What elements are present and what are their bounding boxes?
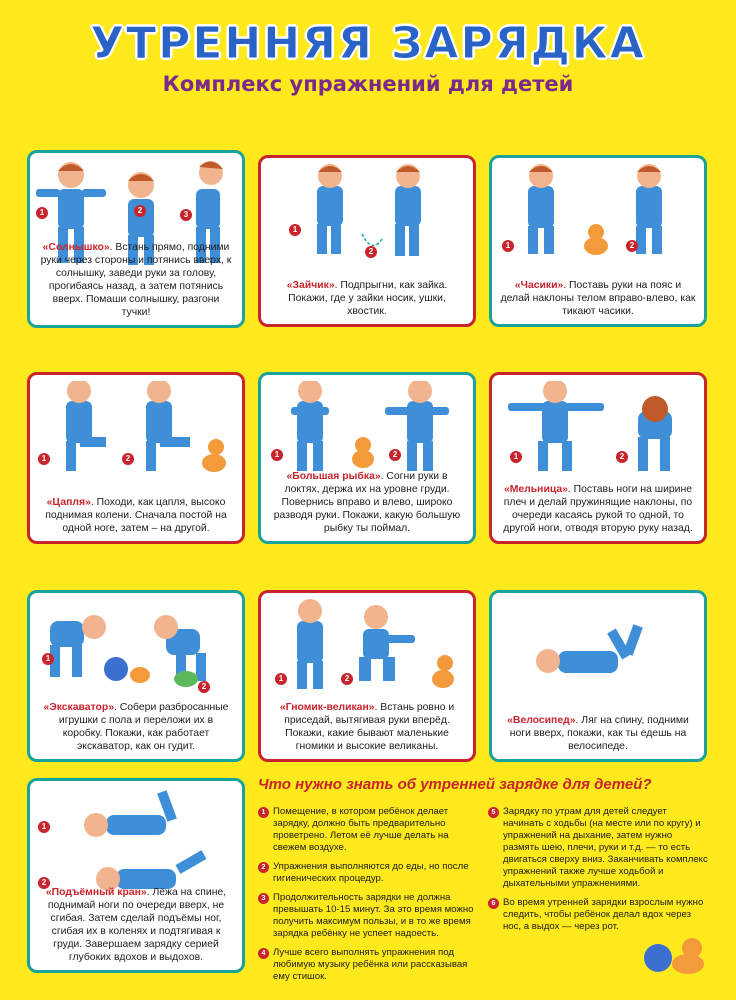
kitten-icon <box>640 928 710 983</box>
exercise-name: «Большая рыбка» <box>286 471 381 482</box>
tip-item <box>258 892 478 940</box>
exercise-text: . Собери разбросанные игрушки с пола и переложи их в коробку. Покажи, как работает экскаватор, как он гудит. <box>58 702 229 752</box>
kid-illustration <box>36 787 236 902</box>
step-number: 2 <box>38 877 50 889</box>
exercise-name: «Цапля» <box>46 497 91 508</box>
tips-column-left <box>258 806 478 990</box>
exercise-name: «Велосипед» <box>507 715 576 726</box>
tip-text: Зарядку по утрам для детей следует начинать с ходьбы (на месте или по кругу) и упражнений на дыхание, затем нужно размять шею, плечи, руки и т.д. — то есть двигаться сверху вниз. Заканчивать комплекс упражнений также лучше ходьбой и дыхательными упражнениями. <box>503 806 708 889</box>
tip-text: Упражнения выполняются до еды, но после гигиенических процедур. <box>273 861 469 884</box>
step-number: 2 <box>122 453 134 465</box>
exercise-card-excavator <box>27 590 245 762</box>
exercise-description <box>269 279 465 318</box>
exercise-card-bunny <box>258 155 476 327</box>
exercise-text: . Поставь ноги на ширине плеч и делай пружинящие наклоны, по очереди касаясь рукой то одной, то другой ноги, отводя вторую руку назад. <box>503 484 693 534</box>
step-number: 3 <box>180 209 192 221</box>
step-number: 1 <box>36 207 48 219</box>
tip-text: Продолжительность зарядки не должна превышать 10-15 минут. За это время можно получить максимум пользы, и в то же время зарядка ребёнку не успеет надоесть. <box>273 892 474 939</box>
step-number: 1 <box>289 224 301 236</box>
step-number: 2 <box>198 681 210 693</box>
tip-number: 1 <box>258 807 269 818</box>
exercise-description <box>500 483 696 535</box>
exercise-description <box>38 701 234 753</box>
kid-illustration <box>498 599 698 704</box>
poster-title: УТРЕННЯЯ ЗАРЯДКА <box>90 18 646 69</box>
exercise-description <box>38 886 234 964</box>
step-number: 2 <box>626 240 638 252</box>
tip-number: 2 <box>258 862 269 873</box>
exercise-name: «Часики» <box>514 280 564 291</box>
exercise-text: . Ляг на спину, подними ноги вверх, покажи, как ты едешь на велосипеде. <box>509 715 689 752</box>
tip-text: Помещение, в котором ребёнок делает зарядку, должно быть предварительно проветрено. Летом её лучше делать на свежем воздухе. <box>273 806 449 853</box>
exercise-card-sun <box>27 150 245 328</box>
tip-number: 3 <box>258 893 269 904</box>
exercise-text: . Согни руки в локтях, держа их на уровне груди. Повернись вправо и влево, широко разводя руки. Покажи, какую большую рыбку ты поймал. <box>273 471 461 534</box>
step-number: 1 <box>271 449 283 461</box>
step-number: 1 <box>38 453 50 465</box>
tip-text: Во время утренней зарядки взрослым нужно следить, чтобы ребёнок делал вдох через нос, а выдох — через рот. <box>503 897 704 932</box>
exercise-name: «Подъёмный кран» <box>45 887 147 898</box>
exercise-name: «Гномик-великан» <box>279 702 375 713</box>
tip-number: 5 <box>488 807 499 818</box>
exercise-card-mill <box>489 372 707 544</box>
exercise-description <box>269 701 465 753</box>
step-number: 1 <box>502 240 514 252</box>
kid-illustration <box>498 381 698 486</box>
kid-illustration <box>498 164 698 269</box>
exercise-card-fish <box>258 372 476 544</box>
exercise-text: . Встань прямо, подними руки через стороны и потянись вверх, к солнышку, заведи руки за голову, прогибаясь назад, а затем потянись вверх. Помаши солнышку, разгони тучки! <box>40 242 232 318</box>
step-number: 2 <box>616 451 628 463</box>
tip-number: 4 <box>258 948 269 959</box>
kid-illustration <box>267 599 467 704</box>
exercise-text: . Поставь руки на пояс и делай наклоны телом вправо-влево, как тикают часики. <box>500 280 696 317</box>
step-number: 2 <box>365 246 377 258</box>
step-number: 1 <box>42 653 54 665</box>
exercise-description <box>500 279 696 318</box>
exercise-card-clock <box>489 155 707 327</box>
exercise-card-bicycle <box>489 590 707 762</box>
exercise-text: . Походи, как цапля, высоко поднимая колени. Сначала постой на одной ноге, затем – на другой. <box>45 497 227 534</box>
step-number: 1 <box>38 821 50 833</box>
exercise-text: . Встань ровно и приседай, вытягивая руки вперёд. Покажи, какие бывают маленькие гномики и высокие великаны. <box>284 702 455 752</box>
kid-illustration <box>36 381 236 486</box>
info-title: Что нужно знать об утренней зарядке для детей? <box>258 776 652 793</box>
exercise-description <box>38 241 234 319</box>
tip-item <box>488 806 708 890</box>
exercise-name: «Солнышко» <box>42 242 110 253</box>
step-number: 2 <box>134 205 146 217</box>
exercise-description <box>269 470 465 535</box>
exercise-name: «Зайчик» <box>286 280 335 291</box>
step-number: 2 <box>389 449 401 461</box>
exercise-text: . Подпрыгни, как зайка. Покажи, где у зайки носик, ушки, хвостик. <box>288 280 448 317</box>
tip-item <box>258 861 478 885</box>
exercise-name: «Мельница» <box>503 484 568 495</box>
step-number: 1 <box>510 451 522 463</box>
exercise-name: «Экскаватор» <box>43 702 114 713</box>
tip-item <box>258 947 478 983</box>
step-number: 2 <box>341 673 353 685</box>
step-number: 1 <box>275 673 287 685</box>
tip-number: 6 <box>488 898 499 909</box>
tips-column-right <box>488 806 708 940</box>
tip-text: Лучше всего выполнять упражнения под любимую музыку ребёнка или рассказывая ему стишок. <box>273 947 468 982</box>
exercise-card-gnome-giant <box>258 590 476 762</box>
exercise-text: . Лёжа на спине, поднимай ноги по очереди вверх, не сгибая. Затем сделай подъёмы ног, сгибая их в коленях и подтягивая к груди. Завершаем зарядку серией глубоких вдохов и выдохов. <box>47 887 227 963</box>
poster-subtitle: Комплекс упражнений для детей <box>162 72 574 96</box>
exercise-description <box>38 496 234 535</box>
exercise-card-heron <box>27 372 245 544</box>
tip-item <box>258 806 478 854</box>
exercise-description <box>500 714 696 753</box>
exercise-card-crane <box>27 778 245 973</box>
